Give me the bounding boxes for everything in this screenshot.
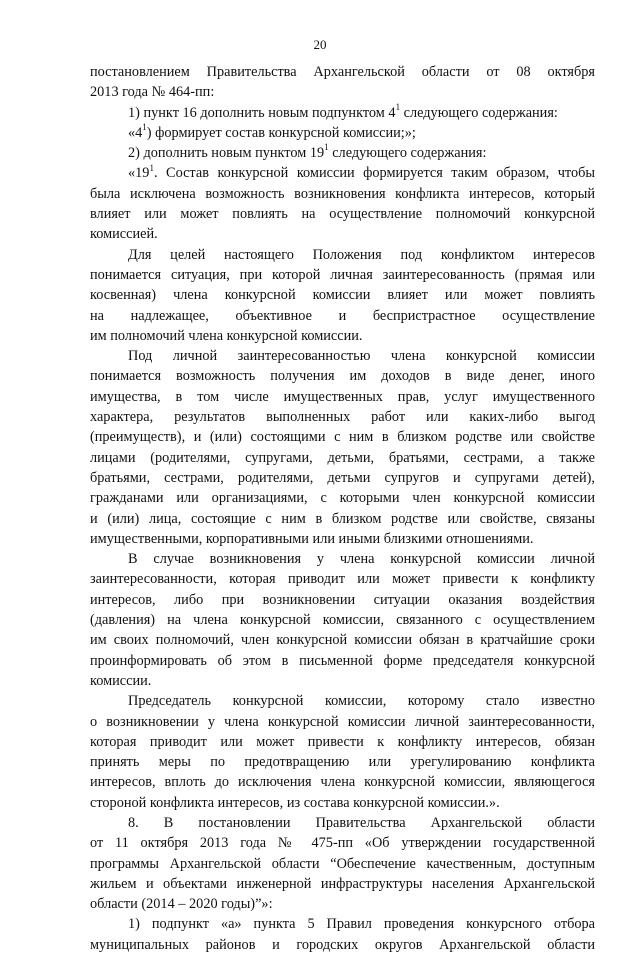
text-line: гражданами или организациями, с которыми член конкурсной комиссии bbox=[90, 490, 595, 507]
text-line: заинтересованности, которая приводит или может привести к конфликту bbox=[90, 571, 595, 588]
text-run: 1) пункт 16 дополнить новым подпунктом 4 bbox=[128, 104, 396, 121]
text-line: комиссии. bbox=[90, 672, 152, 689]
text-line: косвенная) члена конкурсной комиссии влияет или может повлиять bbox=[90, 287, 595, 304]
paragraph-11 bbox=[90, 914, 595, 955]
text-line: программы Архангельской области “Обеспечение качественным, доступным bbox=[90, 855, 595, 872]
text-line: и (или) лица, состоящие с ним в близком родстве или свойстве, связаны bbox=[90, 510, 595, 527]
text-line: 1) подпункт «а» пункта 5 Правил проведения конкурсного отбора bbox=[128, 916, 595, 933]
text-line: жильем и объектами инженерной инфраструктуры населения Архангельской bbox=[90, 875, 595, 892]
page-number: 20 bbox=[313, 37, 327, 52]
text-line: им полномочий члена конкурсной комиссии. bbox=[90, 327, 363, 344]
text-run: «19 bbox=[128, 165, 150, 182]
text-line: была исключена возможность возникновения конфликта интересов, который bbox=[90, 185, 595, 202]
paragraph-4 bbox=[90, 143, 595, 163]
text-line: им своих полномочий, член конкурсной комиссии обязан в кратчайшие сроки bbox=[90, 632, 595, 649]
superscript: 1 bbox=[142, 122, 147, 133]
paragraph-9 bbox=[90, 691, 595, 813]
text-line: братьями, сестрами, родителями, детьми супругов и супругами детей), bbox=[90, 469, 595, 486]
text-line: муниципальных районов и городских округов Архангельской области bbox=[90, 936, 595, 953]
text-line: интересов, либо при возникновении ситуации оказания воздействия bbox=[90, 591, 595, 608]
text-line: 8. В постановлении Правительства Архангельской области bbox=[128, 814, 595, 831]
text-line: принять меры по предотвращению или урегулированию конфликта bbox=[90, 754, 595, 771]
text-line: постановлением Правительства Архангельской области от 08 октября bbox=[90, 64, 595, 80]
text-line: которая приводит или может привести к конфликту интересов, обязан bbox=[90, 733, 595, 750]
text-line: понимается возможность получения им доходов в виде денег, иного bbox=[90, 368, 595, 385]
text-line: на надлежащее, объективное и беспристрастное осуществление bbox=[90, 307, 595, 324]
paragraph-6 bbox=[90, 245, 595, 346]
text-run: «4 bbox=[128, 124, 143, 141]
superscript: 1 bbox=[395, 101, 401, 112]
text-line: понимается ситуация, при которой личная заинтересованность (прямая или bbox=[90, 266, 595, 283]
text-line: стороной конфликта интересов, из состава конкурсной комиссии.». bbox=[90, 794, 500, 811]
text-line: о возникновении у члена конкурсной комиссии личной заинтересованности, bbox=[90, 713, 595, 730]
paragraph-3 bbox=[90, 123, 595, 143]
text-line: лицами (родителями, супругами, детьми, братьями, сестрами, а также bbox=[90, 449, 595, 466]
paragraph-2 bbox=[90, 103, 595, 123]
superscript: 1 bbox=[324, 142, 329, 153]
text-line: Для целей настоящего Положения под конфликтом интересов bbox=[128, 246, 595, 263]
superscript: 1 bbox=[149, 162, 154, 173]
text-run: следующего содержания: bbox=[400, 104, 558, 121]
document-body bbox=[90, 62, 595, 955]
text-line: области (2014 – 2020 годы)”»: bbox=[90, 896, 273, 913]
text-line: комиссией. bbox=[90, 226, 158, 243]
text-line: Председатель конкурсной комиссии, которому стало известно bbox=[128, 693, 595, 710]
paragraph-8 bbox=[90, 549, 595, 691]
text-line: характера, результатов выполненных работ или каких-либо выгод bbox=[90, 409, 595, 426]
text-line: Под личной заинтересованностью члена конкурсной комиссии bbox=[128, 348, 595, 365]
text-line bbox=[90, 163, 595, 183]
text-run: . Состав конкурсной комиссии формируется таким образом, чтобы bbox=[153, 165, 595, 182]
text-line: влияет или может повлиять на осуществление полномочий конкурсной bbox=[90, 206, 595, 223]
paragraph-7 bbox=[90, 346, 595, 549]
text-line: 2013 года № 464-пп: bbox=[90, 84, 215, 101]
text-line: интересов, вплоть до исключения члена конкурсной комиссии, являющегося bbox=[90, 774, 595, 791]
text-line: имущественными, корпоративными или иными близкими отношениями. bbox=[90, 530, 534, 547]
text-run: следующего содержания: bbox=[328, 145, 487, 162]
text-run: 2) дополнить новым пунктом 19 bbox=[128, 145, 325, 162]
text-line: проинформировать об этом в письменной форме председателя конкурсной bbox=[90, 652, 595, 669]
paragraph-10 bbox=[90, 813, 595, 914]
text-line: В случае возникновения у члена конкурсной комиссии личной bbox=[128, 551, 595, 568]
text-line: (давления) на члена конкурсной комиссии, связанного с осуществлением bbox=[90, 612, 595, 629]
paragraph-1 bbox=[90, 62, 595, 103]
text-line: имущества, в том числе имущественных прав, услуг имущественного bbox=[90, 388, 595, 405]
paragraph-5 bbox=[90, 163, 595, 244]
text-line: от 11 октября 2013 года № 475-пп «Об утверждении государственной bbox=[90, 835, 595, 852]
text-run: ) формирует состав конкурсной комиссии;»; bbox=[146, 124, 416, 141]
text-line: (преимуществ), и (или) состоящими с ним в близком родстве или свойстве bbox=[90, 429, 595, 446]
